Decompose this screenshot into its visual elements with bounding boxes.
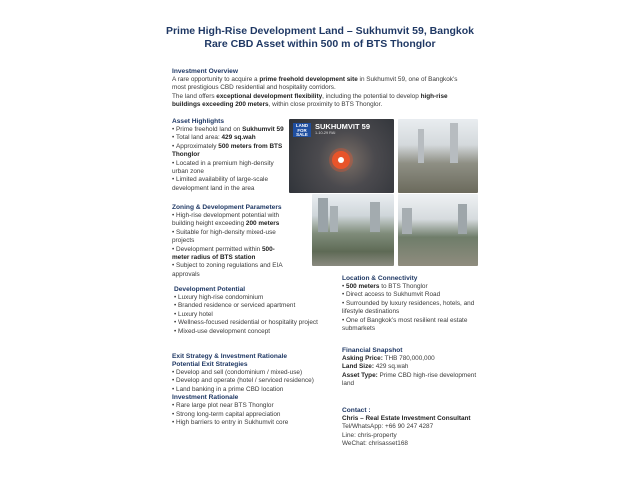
land-for-sale-badge: LAND FOR SALE: [293, 123, 311, 137]
land-size: Land Size: 429 sq.wah: [342, 363, 409, 371]
photo-label: SUKHUMVIT 59: [315, 122, 371, 131]
list-item: • Development permitted within 500-meter radius of BTS station: [172, 246, 288, 263]
list-item: • Mixed-use development concept: [174, 328, 334, 336]
page-subtitle: Rare CBD Asset within 500 m of BTS Thonglor: [204, 38, 436, 50]
development-potential-heading: Development Potential: [174, 286, 246, 293]
investment-rationale-subheading: Investment Rationale: [172, 394, 239, 402]
list-item: • Develop and sell (condominium / mixed-use): [172, 369, 342, 377]
asset-type: Asset Type: Prime CBD high-rise development land: [342, 371, 477, 388]
location-section: [342, 275, 477, 333]
overview-paragraph-2: The land offers exceptional development flexibility, including the potential to develop high-rise buildings exceeding 200 meters, within close proximity to BTS Thonglor.: [172, 92, 448, 109]
list-item: • Total land area: 429 sq.wah: [172, 134, 288, 142]
exit-strategies-subheading: Potential Exit Strategies: [172, 361, 248, 368]
list-item: • Luxury high-rise condominium: [174, 294, 334, 302]
contact-heading: Contact :: [342, 407, 371, 414]
exit-strategy-heading: Exit Strategy & Investment Rationale: [172, 353, 288, 360]
list-item: • High-rise development potential with building height exceeding 200 meters: [172, 212, 288, 229]
list-item: • Wellness-focused residential or hospitality project: [174, 319, 334, 327]
location-heading: Location & Connectivity: [342, 275, 418, 282]
site-photo-4: [398, 194, 478, 266]
map-pin-icon: [332, 151, 350, 169]
list-item: • Luxury hotel: [174, 311, 334, 319]
list-item: • 500 meters to BTS Thonglor: [342, 283, 477, 291]
list-item: • Rare large plot near BTS Thonglor: [172, 402, 342, 410]
overview-paragraph-1: A rare opportunity to acquire a prime freehold development site in Sukhumvit 59, one of Bangkok’s most prestigious CBD residential and hospitality corridors.: [172, 76, 458, 92]
list-item: • Approximately 500 meters from BTS Thonglor: [172, 143, 288, 160]
list-item: • Surrounded by luxury residences, hotels, and lifestyle destinations: [342, 300, 477, 317]
overview-heading: Investment Overview: [172, 68, 238, 75]
photo-sublabel: 1-10-29 RAI: [315, 131, 336, 135]
financial-snapshot-section: [342, 347, 477, 389]
contact-section: [342, 407, 492, 449]
list-item: • Land banking in a prime CBD location: [172, 386, 342, 394]
financial-heading: Financial Snapshot: [342, 347, 403, 354]
contact-phone: Tel/WhatsApp: +66 90 247 4287: [342, 423, 434, 431]
page-title: Prime High-Rise Development Land – Sukhumvit 59, Bangkok: [165, 25, 475, 37]
contact-wechat: WeChat: chrisasset168: [342, 440, 408, 448]
list-item: • Suitable for high-density mixed-use projects: [172, 229, 288, 246]
list-item: • Direct access to Sukhumvit Road: [342, 291, 477, 299]
list-item: • Located in a premium high-density urban zone: [172, 160, 288, 177]
list-item: • Subject to zoning regulations and EIA approvals: [172, 262, 288, 279]
zoning-heading: Zoning & Development Parameters: [172, 204, 282, 211]
site-photo-3: [312, 194, 394, 266]
contact-name: Chris – Real Estate Investment Consultant: [342, 415, 471, 422]
site-map-photo: [289, 119, 394, 193]
asset-highlights-section: [172, 118, 288, 193]
list-item: • Limited availability of large-scale development land in the area: [172, 176, 288, 193]
development-potential-section: [174, 286, 334, 336]
list-item: • High barriers to entry in Sukhumvit core: [172, 419, 342, 427]
zoning-section: [172, 204, 288, 279]
asset-highlights-heading: Asset Highlights: [172, 118, 225, 125]
asking-price: Asking Price: THB 780,000,000: [342, 355, 435, 362]
site-photo-2: [398, 119, 478, 193]
list-item: • Develop and operate (hotel / serviced residence): [172, 377, 342, 385]
list-item: • Branded residence or serviced apartment: [174, 302, 334, 310]
list-item: • Strong long-term capital appreciation: [172, 411, 342, 419]
list-item: • One of Bangkok’s most resilient real estate submarkets: [342, 317, 477, 334]
exit-strategy-section: [172, 353, 342, 427]
list-item: • Prime freehold land on Sukhumvit 59: [172, 126, 288, 134]
contact-line: Line: chris-property: [342, 431, 397, 439]
investment-overview-section: [172, 68, 472, 110]
